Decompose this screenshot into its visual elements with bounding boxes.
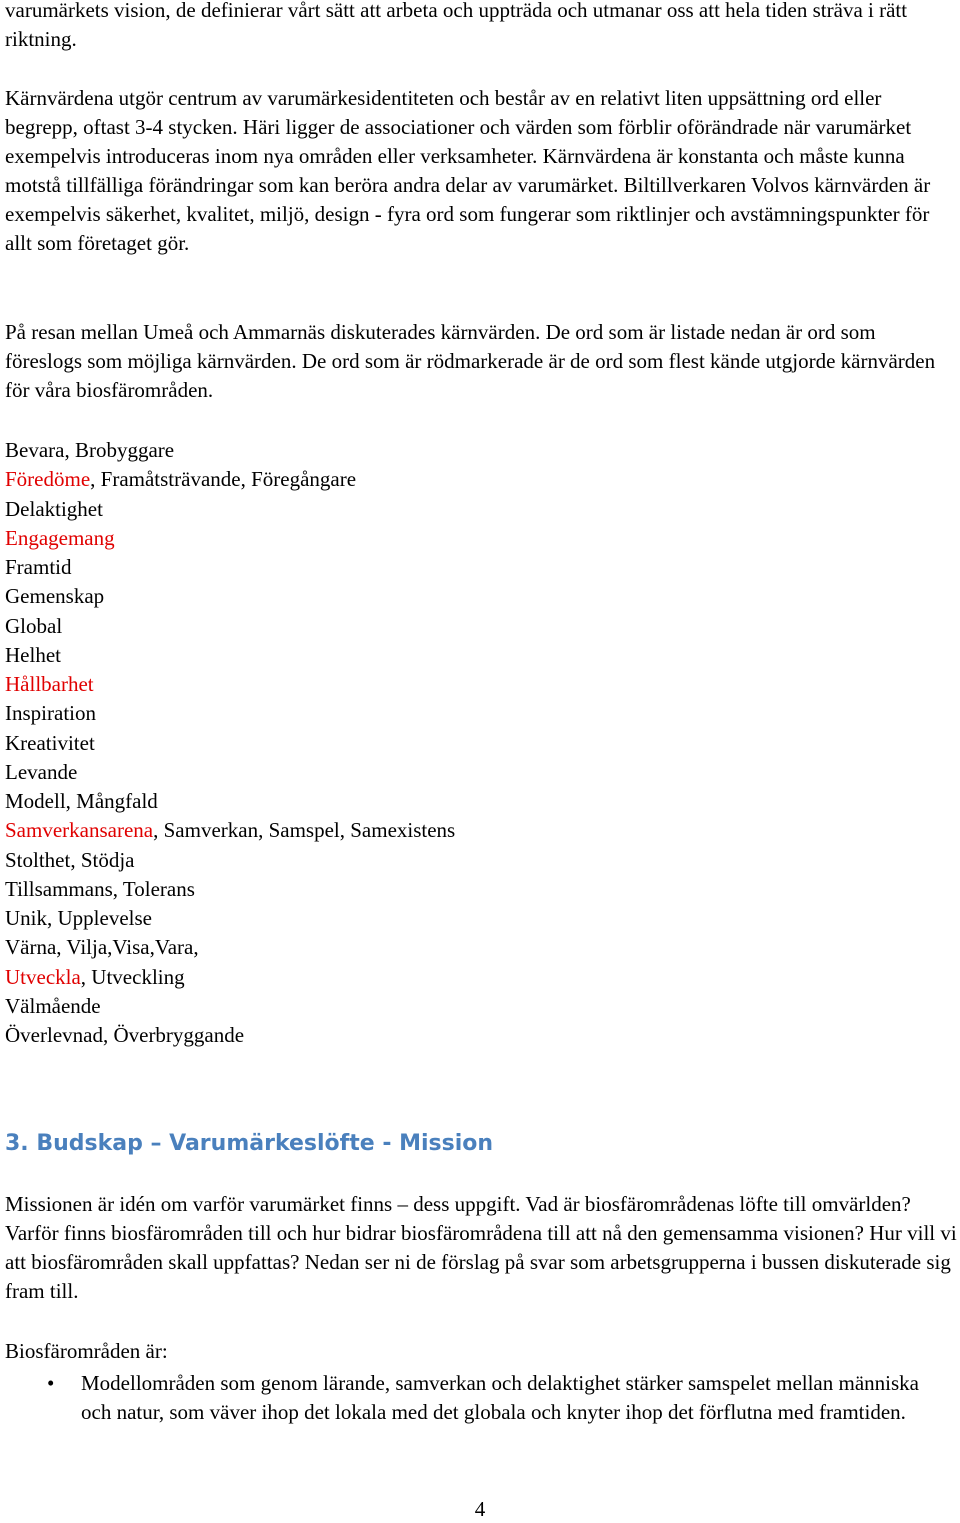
paragraph-vision: varumärkets vision, de definierar vårt sätt att arbeta och uppträda och utmanar oss att hela tiden sträva i rätt riktning. xyxy=(5,0,908,51)
word-text: Levande xyxy=(5,759,78,784)
word-text: Inspiration xyxy=(5,701,96,726)
word-text: Tillsammans, Tolerans xyxy=(5,876,195,901)
word-line xyxy=(5,992,957,1021)
paragraph-mission: Missionen är idén om varför varumärket finns – dess uppgift. Vad är biosfärområdenas löfte till omvärlden? Varför finns biosfärområden till och hur bidrar biosfärområdena till att nå den gemensamma visionen? Hur vill vi att biosfärområden skall uppfattas? Nedan ser ni de förslag på svar som arbetsgrupperna i bussen diskuterade sig fram till. xyxy=(5,1192,957,1303)
word-line xyxy=(5,436,957,465)
word-text: Gemenskap xyxy=(5,584,105,609)
word-line xyxy=(5,758,957,787)
highlighted-word: Utveckla xyxy=(5,964,81,989)
word-text: Överlevnad, Överbryggande xyxy=(5,1023,245,1047)
word-text: Bevara, Brobyggare xyxy=(5,438,175,462)
list-item-text: Modellområden som genom lärande, samverkan och delaktighet stärker samspelet mellan människa och natur, som väver ihop det lokala med det globala och knyter ihop det förflutna med framtiden. xyxy=(81,1371,919,1424)
word-text: , Utveckling xyxy=(80,964,185,989)
section-heading: 3. Budskap – Varumärkeslöfte - Mission xyxy=(5,1131,494,1156)
paragraph-trip-discussion: På resan mellan Umeå och Ammarnäs diskuterades kärnvärden. De ord som är listade nedan är ord som föreslogs som möjliga kärnvärden. De ord som är rödmarkerade är de ord som flest kände utgjorde kärnvärden för våra biosfärområden. xyxy=(5,320,936,402)
word-text: Värna, Vilja,Visa,Vara, xyxy=(5,935,199,960)
highlighted-word: Samverkansarena xyxy=(5,818,154,843)
paragraph-core-values: Kärnvärdena utgör centrum av varumärkesidentiteten och består av en relativt liten uppsättning ord eller begrepp, oftast 3-4 stycken. Häri ligger de associationer och värden som förblir oförändrade när varumärket exempelvis introduceras inom nya områden eller verksamheter. Kärnvärdena är konstanta och måste kunna motstå tillfälliga förändringar som kan beröra andra delar av varumärket. Biltillverkaren Volvos kärnvärden är exempelvis säkerhet, kvalitet, miljö, design - fyra ord som fungerar som riktlinjer och avstämningspunkter för allt som företaget gör. xyxy=(5,86,931,255)
word-line xyxy=(5,699,957,728)
word-text: Modell, Mångfald xyxy=(5,789,158,813)
highlighted-word: Engagemang xyxy=(5,525,115,550)
highlighted-word: Föredöme xyxy=(5,467,91,492)
word-text: , Samverkan, Samspel, Samexistens xyxy=(153,818,456,843)
word-line xyxy=(5,465,957,494)
word-line xyxy=(5,641,957,670)
list-item xyxy=(5,1369,921,1427)
word-line xyxy=(5,933,957,962)
word-line xyxy=(5,612,957,641)
word-line xyxy=(5,582,957,611)
word-text: Helhet xyxy=(5,642,61,667)
word-text: , Framåtsträvande, Föregångare xyxy=(90,467,357,492)
word-text: Unik, Upplevelse xyxy=(5,906,152,930)
word-text: Delaktighet xyxy=(5,496,103,521)
word-line xyxy=(5,553,957,582)
word-text: Stolthet, Stödja xyxy=(5,847,135,872)
bullet-icon: • xyxy=(47,1371,55,1395)
word-line xyxy=(5,816,957,845)
word-line xyxy=(5,1021,957,1050)
word-line xyxy=(5,729,957,758)
word-line xyxy=(5,963,957,992)
word-text: Kreativitet xyxy=(5,730,95,755)
word-text: Välmående xyxy=(5,993,101,1018)
word-text: Global xyxy=(5,613,63,638)
word-line xyxy=(5,524,957,553)
word-line xyxy=(5,787,957,816)
word-line xyxy=(5,875,957,904)
word-line xyxy=(5,495,957,524)
page-number: 4 xyxy=(474,1497,486,1521)
paragraph-biosphere-label: Biosfärområden är: xyxy=(5,1339,168,1363)
word-text: Framtid xyxy=(5,555,72,579)
highlighted-word: Hållbarhet xyxy=(5,672,94,696)
word-line xyxy=(5,670,957,699)
word-line xyxy=(5,846,957,875)
core-values-word-list xyxy=(5,436,957,1050)
word-line xyxy=(5,904,957,933)
bullet-list xyxy=(5,1369,957,1427)
